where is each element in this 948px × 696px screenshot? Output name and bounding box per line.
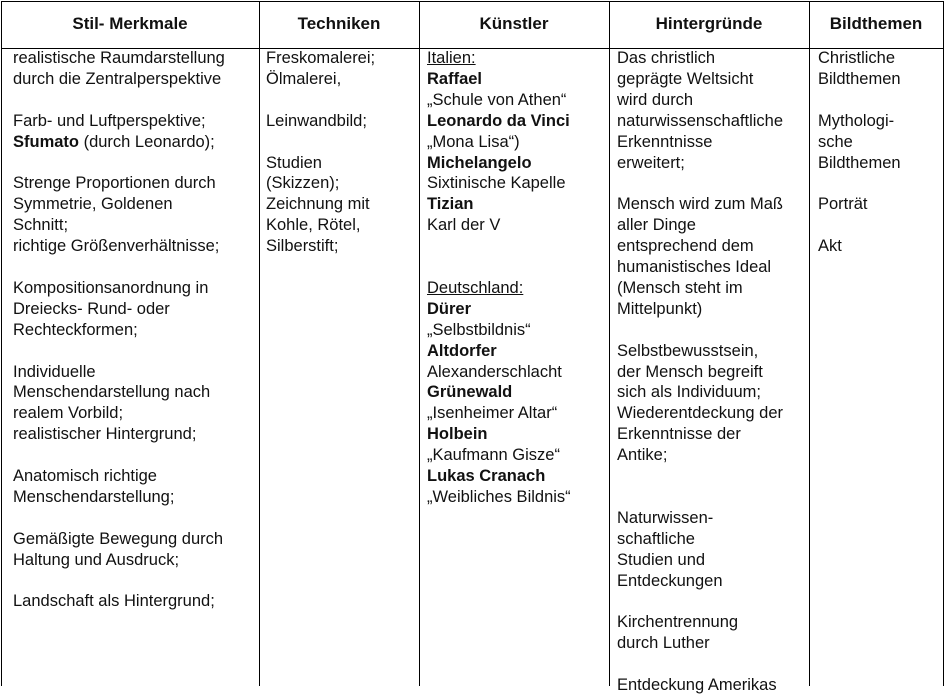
artist-name: Dürer [427, 299, 472, 318]
stil-line [13, 132, 225, 153]
blank-line [427, 236, 571, 257]
artist-name: Lukas Cranach [427, 467, 546, 486]
technik-line: Studien [266, 153, 322, 172]
hintergrund-line: Studien und [617, 550, 706, 569]
stil-line: richtige Größenverhältnisse; [13, 237, 220, 256]
hintergrund-line: Entdeckungen [617, 571, 723, 590]
kuenstler-line: Sixtinische Kapelle [427, 174, 566, 193]
hintergrund-line: Erkenntnisse der [617, 425, 741, 444]
stil-line: Individuelle [13, 362, 96, 381]
col-border-2 [419, 1, 420, 686]
blank-line [266, 132, 375, 153]
hintergrund-line: erweitert; [617, 153, 685, 172]
kuenstler-line: „Isenheimer Altar“ [427, 404, 558, 423]
country-heading: Italien: [427, 49, 476, 67]
blank-line [13, 445, 225, 466]
kuenstler-line: Alexanderschlacht [427, 362, 562, 381]
blank-line [818, 90, 901, 111]
blank-line [13, 153, 225, 174]
header-stil: Stil- Merkmale [72, 14, 188, 33]
term-detail: (durch Leonardo); [79, 132, 215, 151]
column-techniken [266, 48, 375, 257]
bildthema-line: sche [818, 132, 853, 151]
stil-line: Landschaft als Hintergrund; [13, 592, 215, 611]
stil-line: Dreiecks- Rund- oder [13, 299, 170, 318]
kuenstler-line: „Selbstbildnis“ [427, 320, 531, 339]
stil-line: Kompositionsanordnung in [13, 278, 209, 297]
blank-line [617, 173, 783, 194]
stil-line: realistischer Hintergrund; [13, 425, 197, 444]
technik-line: Zeichnung mit [266, 195, 370, 214]
blank-line [13, 90, 225, 111]
hintergrund-line: Mensch wird zum Maß [617, 195, 783, 214]
stil-line: Gemäßigte Bewegung durch [13, 529, 224, 548]
blank-line [13, 508, 225, 529]
bildthema-line: Bildthemen [818, 153, 901, 172]
artist-name: Raffael [427, 69, 483, 88]
blank-line [266, 90, 375, 111]
hintergrund-line: (Mensch steht im [617, 278, 743, 297]
column-bildthemen [818, 48, 901, 257]
stil-line: Menschendarstellung; [13, 487, 175, 506]
country-heading: Deutschland: [427, 278, 524, 297]
column-hintergruende [617, 48, 783, 696]
blank-line [617, 320, 783, 341]
hintergrund-line: Entdeckung Amerikas [617, 676, 777, 695]
stil-line: Anatomisch richtige [13, 467, 157, 486]
stil-line: realem Vorbild; [13, 404, 124, 423]
col-border-5 [943, 1, 944, 686]
blank-line [818, 173, 901, 194]
bildthema-line: Mythologi- [818, 111, 895, 130]
header-bildthemen: Bildthemen [829, 14, 923, 33]
artist-name: Tizian [427, 195, 474, 214]
hintergrund-line: Antike; [617, 446, 668, 465]
column-kuenstler [427, 48, 571, 508]
column-stil-merkmale [13, 48, 225, 612]
hintergrund-line: wird durch [617, 90, 694, 109]
hintergrund-line: entsprechend dem [617, 237, 754, 256]
technik-line: Ölmalerei, [266, 69, 342, 88]
stil-line: durch die Zentralperspektive [13, 69, 222, 88]
hintergrund-line: Mittelpunkt) [617, 299, 703, 318]
hintergrund-line: aller Dinge [617, 216, 696, 235]
stil-line: Haltung und Ausdruck; [13, 550, 180, 569]
technik-line: Freskomalerei; [266, 49, 376, 67]
blank-line [617, 592, 783, 613]
hintergrund-line: der Mensch begreift [617, 362, 763, 381]
stil-line: Schnitt; [13, 216, 69, 235]
stil-line: Rechteckformen; [13, 320, 138, 339]
hintergrund-line: humanistisches Ideal [617, 258, 772, 277]
hintergrund-line: Selbstbewusstsein, [617, 341, 759, 360]
stil-line: Menschendarstellung nach [13, 383, 211, 402]
bildthema-line: Bildthemen [818, 69, 901, 88]
bold-term: Sfumato [13, 132, 79, 151]
col-border-4 [809, 1, 810, 686]
blank-line [13, 257, 225, 278]
hintergrund-line: Wiederentdeckung der [617, 404, 784, 423]
hintergrund-line: sich als Individuum; [617, 383, 761, 402]
hintergrund-line: schaftliche [617, 529, 695, 548]
hintergrund-line: Das christlich [617, 49, 716, 67]
kuenstler-line: Karl der V [427, 216, 501, 235]
kuenstler-line: „Kaufmann Gisze“ [427, 446, 560, 465]
technik-line: Kohle, Rötel, [266, 216, 361, 235]
artist-name: Altdorfer [427, 341, 497, 360]
bildthema-line: Porträt [818, 195, 868, 214]
artist-name: Holbein [427, 425, 488, 444]
hintergrund-line: durch Luther [617, 634, 710, 653]
header-hintergruende: Hintergründe [655, 14, 763, 33]
header-techniken: Techniken [297, 14, 381, 33]
blank-line [427, 257, 571, 278]
bildthema-line: Christliche [818, 49, 896, 67]
technik-line: Silberstift; [266, 237, 339, 256]
kuenstler-line: „Mona Lisa“) [427, 132, 520, 151]
col-border-1 [259, 1, 260, 686]
blank-line [617, 466, 783, 487]
artist-name: Grünewald [427, 383, 513, 402]
col-border-3 [609, 1, 610, 686]
blank-line [13, 341, 225, 362]
artist-name: Michelangelo [427, 153, 532, 172]
artist-name: Leonardo da Vinci [427, 111, 570, 130]
stil-line: Symmetrie, Goldenen [13, 195, 173, 214]
blank-line [617, 487, 783, 508]
stil-line: Farb- und Luftperspektive; [13, 111, 206, 130]
hintergrund-line: naturwissenschaftliche [617, 111, 783, 130]
col-border-0 [1, 1, 2, 686]
hintergrund-line: geprägte Weltsicht [617, 69, 754, 88]
blank-line [617, 654, 783, 675]
stil-line: Strenge Proportionen durch [13, 174, 216, 193]
kuenstler-line: „Weibliches Bildnis“ [427, 488, 571, 506]
kuenstler-line: „Schule von Athen“ [427, 90, 567, 109]
technik-line: (Skizzen); [266, 174, 340, 193]
blank-line [13, 571, 225, 592]
stil-line: realistische Raumdarstellung [13, 49, 225, 67]
technik-line: Leinwandbild; [266, 111, 367, 130]
hintergrund-line: Kirchentrennung [617, 613, 739, 632]
header-kuenstler: Künstler [479, 14, 549, 33]
hintergrund-line: Naturwissen- [617, 508, 714, 527]
hintergrund-line: Erkenntnisse [617, 132, 713, 151]
bildthema-line: Akt [818, 237, 842, 256]
blank-line [818, 215, 901, 236]
